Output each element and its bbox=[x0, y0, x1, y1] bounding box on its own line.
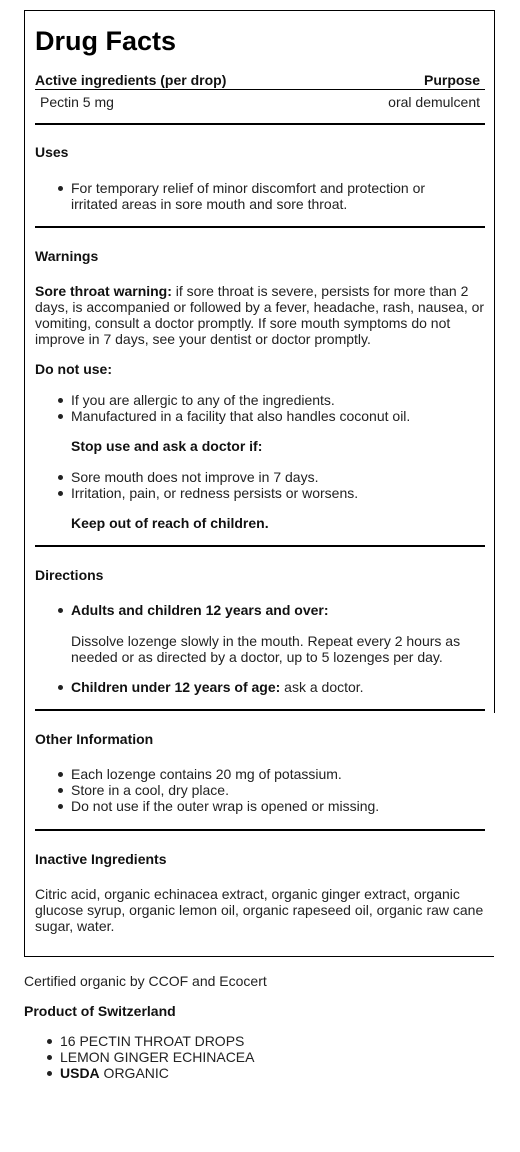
bullet-icon bbox=[47, 1039, 52, 1044]
list-item: If you are allergic to any of the ingredients. bbox=[71, 392, 481, 408]
sore-throat-warning: Sore throat warning: if sore throat is severe, persists for more than 2 days, is accompanied or followed by a fever, headache, rash, nausea, or vomiting, consult a doctor promptly. If sore mouth symptoms do not improve in 7 days, see your dentist or doctor promptly. bbox=[35, 283, 485, 347]
list-item: Sore mouth does not improve in 7 days. bbox=[71, 469, 481, 485]
list-item: For temporary relief of minor discomfort and protection or irritated areas in sore mouth and sore throat. bbox=[71, 180, 451, 212]
bullet-icon bbox=[58, 475, 63, 480]
footer-list bbox=[60, 1033, 360, 1081]
warnings-heading: Warnings bbox=[35, 248, 99, 264]
panel-right-border bbox=[494, 10, 495, 713]
bullet-icon bbox=[58, 772, 63, 777]
section-divider-4 bbox=[35, 709, 485, 711]
section-divider-3 bbox=[35, 545, 485, 547]
directions-children-list bbox=[71, 679, 481, 695]
directions-heading: Directions bbox=[35, 567, 104, 583]
list-item: Store in a cool, dry place. bbox=[71, 782, 481, 798]
page-title: Drug Facts bbox=[35, 26, 177, 56]
bullet-icon bbox=[58, 491, 63, 496]
list-item: Do not use if the outer wrap is opened or missing. bbox=[71, 798, 481, 814]
directions-adults-list bbox=[71, 602, 481, 618]
list-item: Manufactured in a facility that also handles coconut oil. bbox=[71, 408, 481, 424]
bullet-icon bbox=[58, 685, 63, 690]
bullet-icon bbox=[58, 186, 63, 191]
bullet-icon bbox=[47, 1055, 52, 1060]
product-of-text: Product of Switzerland bbox=[24, 1003, 176, 1019]
bullet-icon bbox=[47, 1071, 52, 1076]
section-divider-5 bbox=[35, 829, 485, 831]
header-divider bbox=[35, 89, 485, 90]
keep-out-warning: Keep out of reach of children. bbox=[71, 515, 269, 531]
bullet-icon bbox=[58, 804, 63, 809]
other-info-heading: Other Information bbox=[35, 731, 154, 747]
list-item: Irritation, pain, or redness persists or worsens. bbox=[71, 485, 481, 501]
stop-use-list bbox=[71, 469, 481, 501]
bullet-icon bbox=[58, 398, 63, 403]
section-divider-2 bbox=[35, 226, 485, 228]
certified-organic-text: Certified organic by CCOF and Ecocert bbox=[24, 973, 267, 989]
purpose-header: Purpose bbox=[423, 72, 480, 88]
stop-use-heading: Stop use and ask a doctor if: bbox=[71, 438, 263, 454]
uses-list bbox=[71, 180, 451, 212]
list-item: Each lozenge contains 20 mg of potassium. bbox=[71, 766, 481, 782]
inactive-heading: Inactive Ingredients bbox=[35, 851, 167, 867]
list-item: Adults and children 12 years and over: bbox=[71, 602, 481, 618]
list-item: 16 PECTIN THROAT DROPS bbox=[60, 1033, 360, 1049]
list-item: Children under 12 years of age: ask a doctor. bbox=[71, 679, 481, 695]
other-info-list bbox=[71, 766, 481, 814]
adults-directions-text: Dissolve lozenge slowly in the mouth. Repeat every 2 hours as needed or as directed by a doctor, up to 5 lozenges per day. bbox=[71, 633, 461, 665]
do-not-use-list bbox=[71, 392, 481, 424]
active-ingredient: Pectin 5 mg bbox=[40, 94, 114, 110]
list-item: LEMON GINGER ECHINACEA bbox=[60, 1049, 360, 1065]
bullet-icon bbox=[58, 608, 63, 613]
do-not-use-heading: Do not use: bbox=[35, 361, 112, 377]
inactive-text: Citric acid, organic echinacea extract, organic ginger extract, organic glucose syrup, organic lemon oil, organic rapeseed oil, organic raw cane sugar, water. bbox=[35, 886, 484, 934]
active-purpose: oral demulcent bbox=[388, 94, 480, 110]
uses-heading: Uses bbox=[35, 144, 69, 160]
list-item: USDA ORGANIC bbox=[60, 1065, 360, 1081]
active-ingredients-header: Active ingredients (per drop) bbox=[35, 72, 227, 88]
bullet-icon bbox=[58, 414, 63, 419]
bullet-icon bbox=[58, 788, 63, 793]
section-divider-1 bbox=[35, 123, 485, 125]
